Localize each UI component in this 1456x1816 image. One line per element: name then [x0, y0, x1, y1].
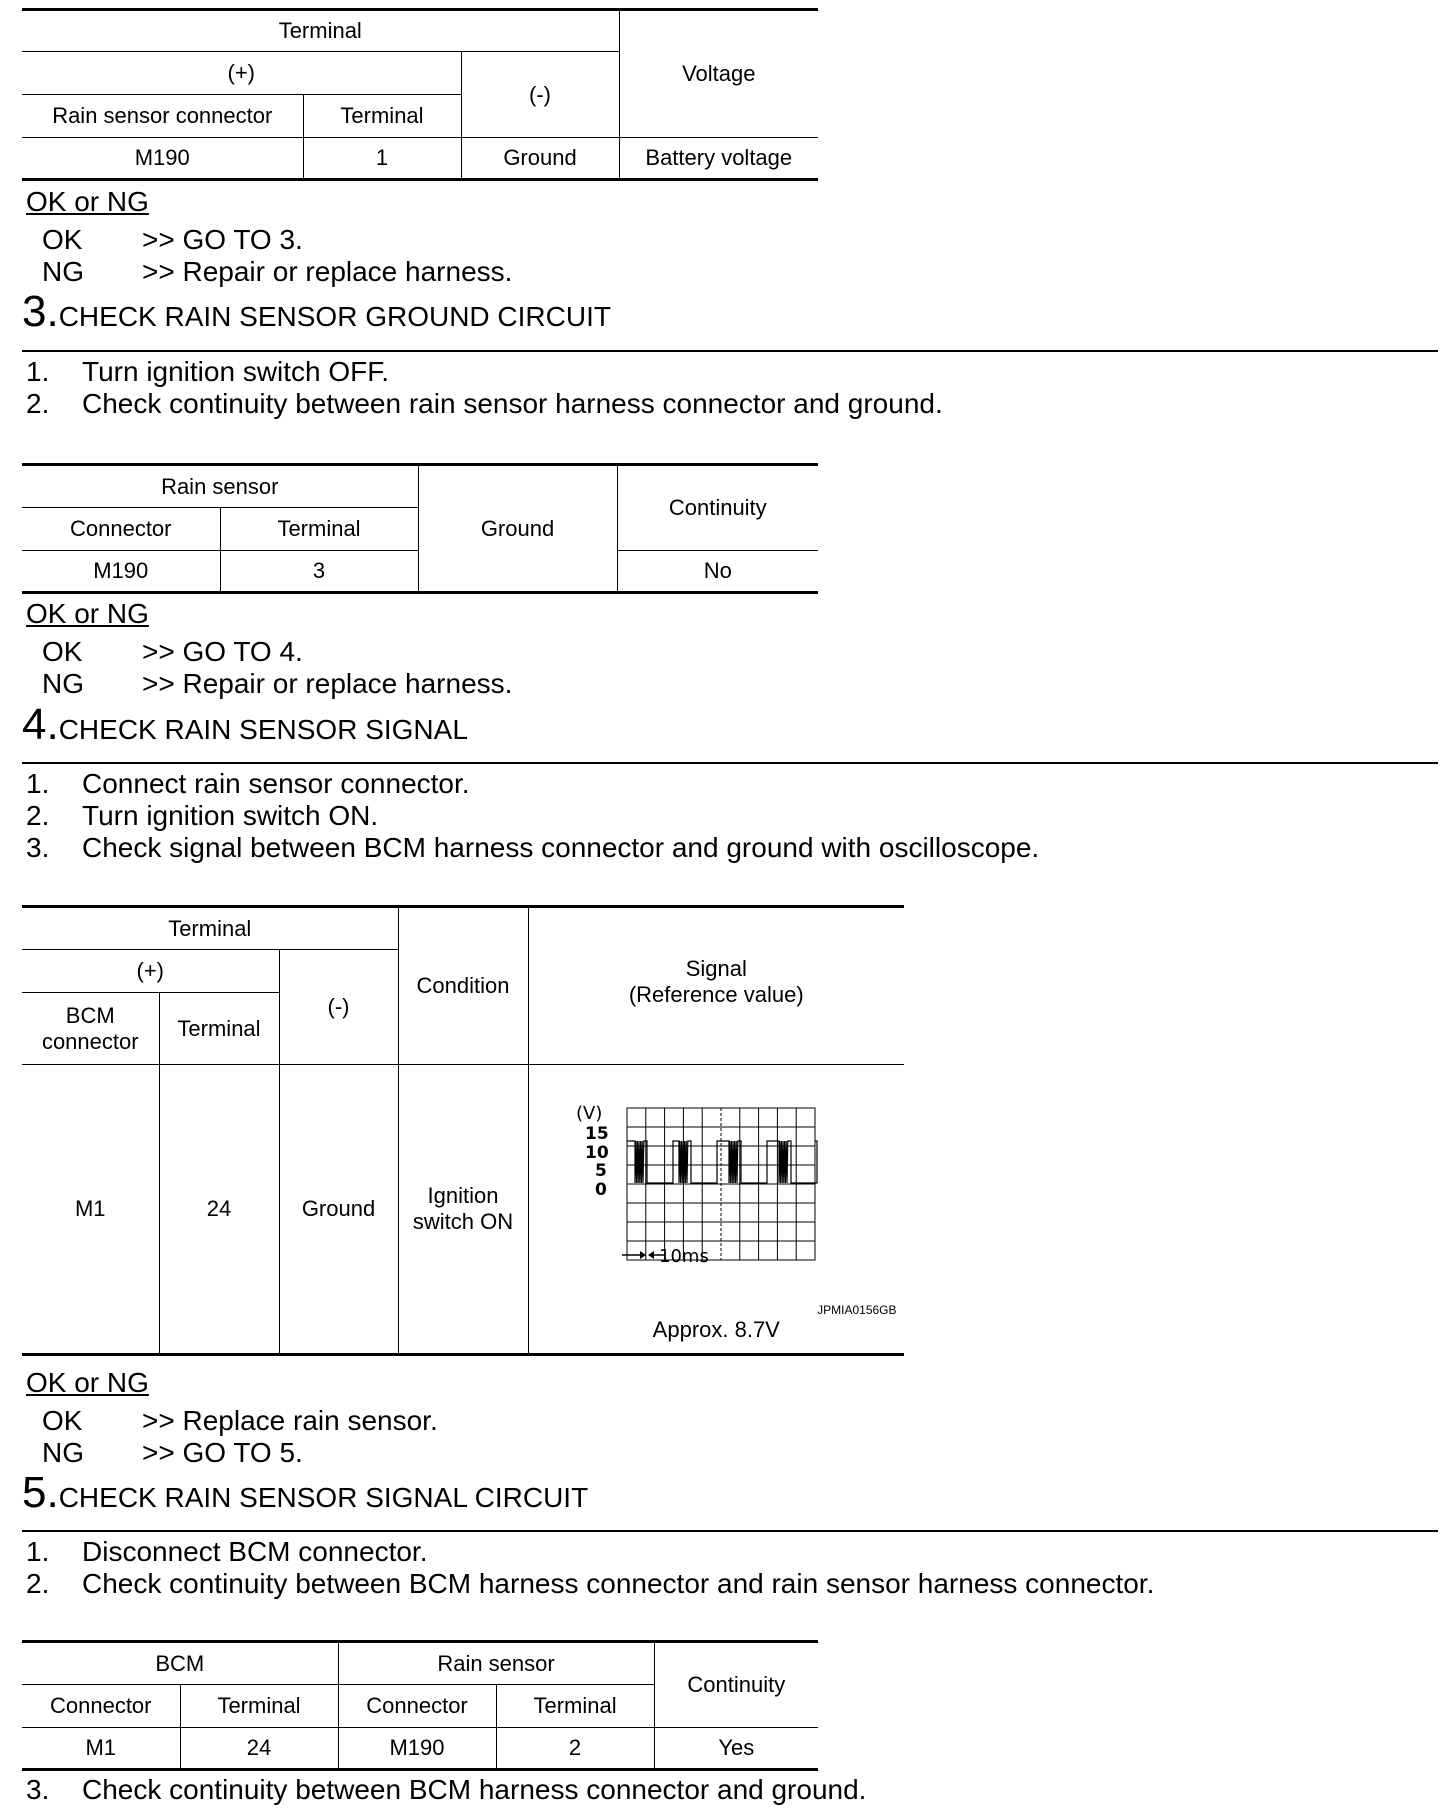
arrow-head-icon — [640, 1251, 646, 1259]
step-title: CHECK RAIN SENSOR SIGNAL — [58, 714, 468, 745]
terminal-col-header: Terminal — [159, 993, 279, 1065]
item-number: 2. — [26, 1568, 50, 1599]
connector-header: Rain sensor connector — [22, 95, 303, 138]
step-number: 3. — [22, 287, 59, 336]
terminal-col-header: Terminal — [303, 95, 461, 138]
oscilloscope-figure — [565, 1103, 897, 1317]
table-cell: M190 — [338, 1728, 496, 1770]
item-number: 1. — [26, 356, 50, 387]
table-cell: 24 — [159, 1065, 279, 1355]
terminal-header: Terminal — [22, 10, 619, 52]
ok-label: OK — [42, 224, 83, 255]
ng-label: NG — [42, 668, 84, 699]
item-number: 2. — [26, 388, 50, 419]
minus-header: (-) — [461, 52, 619, 138]
step-list — [26, 356, 943, 420]
connector-header: Connector — [338, 1685, 496, 1728]
table-cell: M190 — [22, 551, 220, 593]
item-text: Check signal between BCM harness connector and ground with oscilloscope. — [82, 832, 1040, 863]
table-cell: Yes — [654, 1728, 818, 1770]
minus-header: (-) — [279, 950, 398, 1065]
ok-label: OK — [42, 1405, 83, 1436]
scope-y-label: 10 — [584, 1143, 609, 1163]
signal-waveform — [627, 1141, 817, 1183]
okng-block — [26, 186, 512, 288]
continuity-header: Continuity — [654, 1642, 818, 1728]
plus-header: (+) — [22, 52, 461, 95]
scope-y-label: 0 — [594, 1180, 607, 1200]
step-list — [26, 768, 1039, 864]
scope-y-label: 5 — [594, 1161, 607, 1181]
ng-result: >> Repair or replace harness. — [142, 256, 513, 287]
terminal-header: Terminal — [220, 508, 418, 551]
ground-continuity-table — [22, 463, 818, 594]
table-cell: Ground — [279, 1065, 398, 1355]
header-line: connector — [41, 1028, 139, 1054]
ok-result: >> GO TO 3. — [142, 224, 303, 255]
table-cell: M1 — [22, 1728, 180, 1770]
step-list — [26, 1536, 1154, 1600]
item-number: 1. — [26, 1536, 50, 1567]
condition-line: Ignition — [427, 1183, 499, 1208]
item-text: Check continuity between rain sensor harness connector and ground. — [82, 388, 943, 419]
item-number: 3. — [26, 1774, 50, 1805]
item-text: Check continuity between BCM harness connector and ground. — [82, 1774, 867, 1805]
divider — [22, 350, 1438, 352]
step-number: 5. — [22, 1468, 59, 1517]
table-cell: 3 — [220, 551, 418, 593]
connector-header: Connector — [22, 1685, 180, 1728]
item-number: 3. — [26, 832, 50, 863]
signal-cell — [528, 1065, 904, 1355]
scope-unit: (V) — [575, 1103, 602, 1124]
item-text: Turn ignition switch ON. — [82, 800, 379, 831]
ng-label: NG — [42, 1437, 84, 1468]
signal-header-line: Signal — [685, 956, 747, 981]
voltage-table — [22, 8, 818, 181]
ok-label: OK — [42, 636, 83, 667]
table-cell: Ground — [461, 138, 619, 180]
table-cell: M190 — [22, 138, 303, 180]
table-cell: Battery voltage — [619, 138, 818, 180]
table-cell: No — [617, 551, 818, 593]
okng-title: OK or NG — [26, 598, 149, 629]
item-text: Connect rain sensor connector. — [82, 768, 470, 799]
step-heading — [22, 700, 468, 749]
ng-result: >> GO TO 5. — [142, 1437, 303, 1468]
step-heading — [22, 1468, 589, 1517]
scope-time-label: 10ms — [658, 1246, 709, 1267]
ng-result: >> Repair or replace harness. — [142, 668, 513, 699]
header-line: BCM — [65, 1002, 115, 1028]
item-number: 1. — [26, 768, 50, 799]
okng-block — [26, 1367, 438, 1469]
signal-table — [22, 905, 904, 1356]
table-cell — [398, 1065, 528, 1355]
step-title: CHECK RAIN SENSOR SIGNAL CIRCUIT — [58, 1482, 589, 1513]
okng-title: OK or NG — [26, 186, 149, 217]
step-heading — [22, 287, 611, 336]
divider — [22, 762, 1438, 764]
rain-sensor-header: Rain sensor — [338, 1642, 654, 1685]
divider — [22, 1530, 1438, 1532]
okng-block — [26, 598, 512, 700]
reference-value: Approx. 8.7V — [652, 1317, 780, 1342]
table-cell: 2 — [496, 1728, 654, 1770]
step-number: 4. — [22, 700, 59, 749]
condition-header: Condition — [398, 907, 528, 1065]
item-number: 2. — [26, 800, 50, 831]
continuity-header: Continuity — [617, 465, 818, 551]
signal-header-line: (Reference value) — [628, 982, 804, 1007]
bcm-header: BCM — [22, 1642, 338, 1685]
rain-sensor-header: Rain sensor — [22, 465, 418, 508]
connector-header: Connector — [22, 508, 220, 551]
ng-label: NG — [42, 256, 84, 287]
terminal-header: Terminal — [496, 1685, 654, 1728]
okng-title: OK or NG — [26, 1367, 149, 1398]
scope-y-label: 15 — [584, 1124, 609, 1144]
voltage-header: Voltage — [619, 10, 818, 138]
item-text: Check continuity between BCM harness connector and rain sensor harness connector. — [82, 1568, 1155, 1599]
terminal-header: Terminal — [180, 1685, 338, 1728]
step-title: CHECK RAIN SENSOR GROUND CIRCUIT — [58, 301, 611, 332]
plus-header: (+) — [22, 950, 279, 993]
condition-line: switch ON — [412, 1209, 514, 1234]
ok-result: >> Replace rain sensor. — [142, 1405, 438, 1436]
ok-result: >> GO TO 4. — [142, 636, 303, 667]
terminal-header: Terminal — [22, 907, 398, 950]
table-cell: 24 — [180, 1728, 338, 1770]
item-text: Turn ignition switch OFF. — [82, 356, 390, 387]
table-cell: M1 — [22, 1065, 159, 1355]
figure-id: JPMIA0156GB — [817, 1303, 897, 1317]
bcm-connector-header — [22, 993, 159, 1065]
item-text: Disconnect BCM connector. — [82, 1536, 428, 1567]
signal-header — [528, 907, 904, 1065]
oscilloscope-graph — [565, 1103, 885, 1313]
table-cell: 1 — [303, 138, 461, 180]
circuit-continuity-table — [22, 1640, 818, 1771]
ground-header: Ground — [418, 465, 617, 593]
step-list — [26, 1774, 866, 1806]
